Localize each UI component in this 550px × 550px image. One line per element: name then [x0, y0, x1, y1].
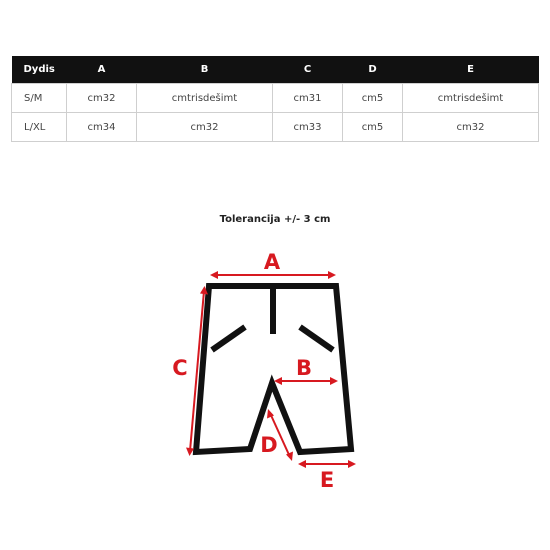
- shorts-outline: [196, 286, 351, 452]
- arrow-e-head-right: [348, 460, 356, 468]
- arrow-a-head-left: [210, 271, 218, 279]
- left-pocket-seam: [212, 327, 245, 350]
- table-cell: S/M: [12, 84, 67, 113]
- table-cell: cm5: [343, 84, 403, 113]
- table-cell: cm33: [273, 113, 343, 142]
- header-b: B: [137, 56, 273, 84]
- table-cell: cm5: [343, 113, 403, 142]
- label-c: C: [172, 356, 188, 380]
- tolerance-note: Tolerancija +/- 3 cm: [219, 214, 331, 225]
- arrow-b-head-right: [330, 377, 338, 385]
- table-cell: cmtrisdešimt: [403, 84, 539, 113]
- table-cell: cm32: [67, 84, 137, 113]
- table-cell: cm31: [273, 84, 343, 113]
- right-pocket-seam: [300, 327, 333, 350]
- table-cell: cm32: [137, 113, 273, 142]
- table-cell: cm32: [403, 113, 539, 142]
- label-a: A: [263, 250, 281, 274]
- arrow-a-head-right: [328, 271, 336, 279]
- header-c: C: [273, 56, 343, 84]
- table-cell: cmtrisdešimt: [137, 84, 273, 113]
- header-d: D: [343, 56, 403, 84]
- label-b: B: [295, 356, 313, 380]
- header-size: Dydis: [12, 56, 67, 84]
- table-cell: L/XL: [12, 113, 67, 142]
- header-a: A: [67, 56, 137, 84]
- label-e: E: [319, 468, 335, 492]
- arrow-e-head-left: [298, 460, 306, 468]
- header-e: E: [403, 56, 539, 84]
- label-d: D: [260, 433, 278, 457]
- table-cell: cm34: [67, 113, 137, 142]
